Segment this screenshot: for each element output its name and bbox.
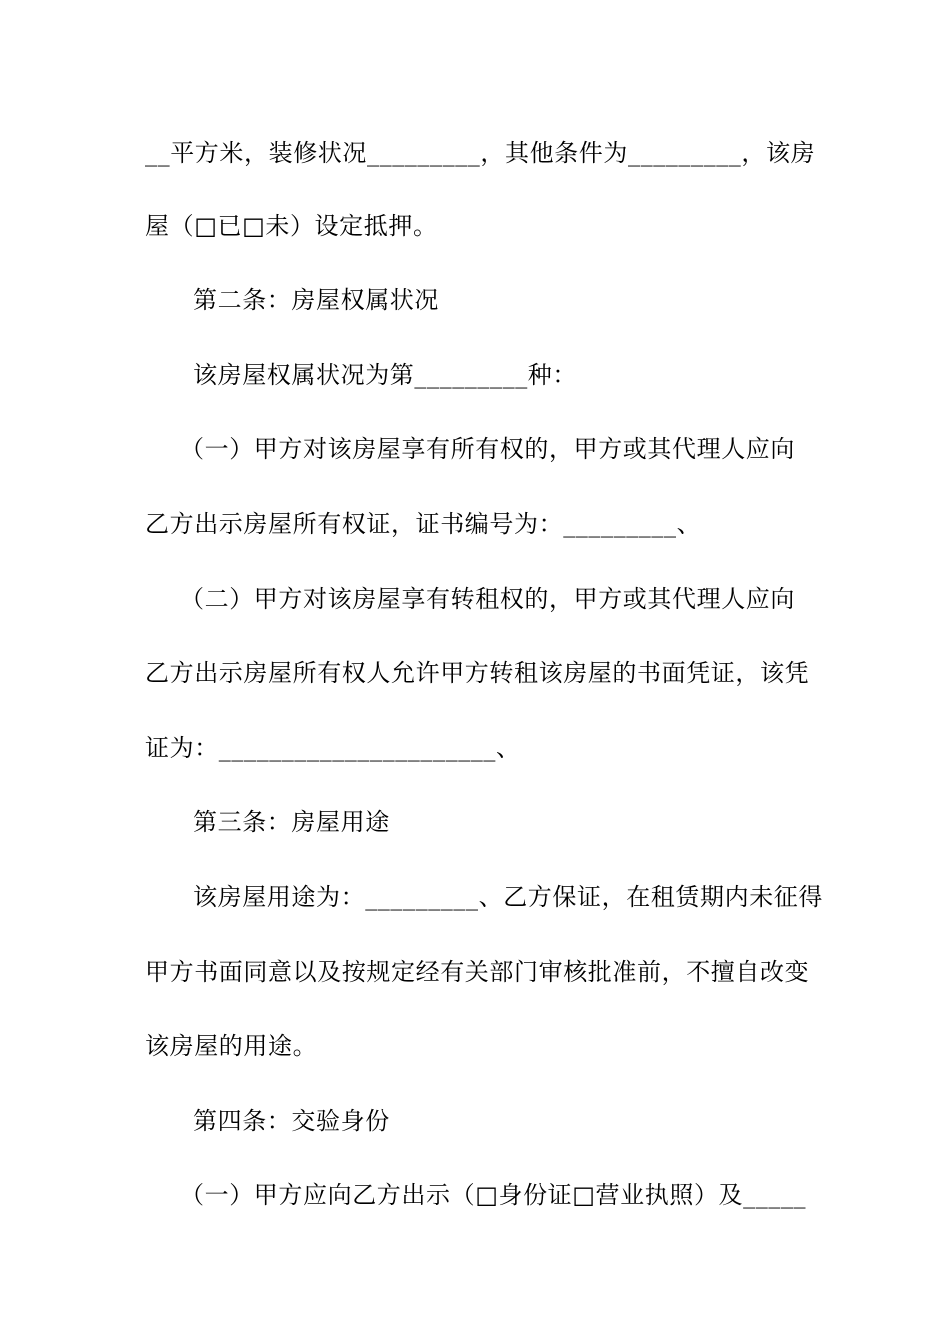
paragraph-line-2: 屋（□已□未）设定抵押。 — [145, 212, 438, 240]
paragraph-line-1: __平方米，装修状况_________，其他条件为_________，该房 — [145, 139, 816, 167]
paragraph-line-8: 乙方出示房屋所有权人允许甲方转租该房屋的书面凭证，该凭 — [145, 659, 810, 687]
paragraph-line-6: 乙方出示房屋所有权证，证书编号为：_________、 — [145, 510, 702, 538]
paragraph-line-13: 该房屋的用途。 — [145, 1032, 318, 1060]
paragraph-line-5: （一）甲方对该房屋享有所有权的，甲方或其代理人应向 — [180, 435, 795, 463]
paragraph-line-11: 该房屋用途为：_________、乙方保证，在租赁期内未征得 — [193, 883, 823, 911]
section-heading-article-4: 第四条：交验身份 — [193, 1107, 390, 1135]
paragraph-line-15: （一）甲方应向乙方出示（□身份证□营业执照）及_____ — [180, 1181, 807, 1209]
section-heading-article-3: 第三条：房屋用途 — [193, 808, 390, 836]
section-heading-article-2: 第二条：房屋权属状况 — [193, 286, 439, 314]
paragraph-line-4: 该房屋权属状况为第_________种： — [193, 361, 577, 389]
paragraph-line-12: 甲方书面同意以及按规定经有关部门审核批准前，不擅自改变 — [145, 958, 810, 986]
paragraph-line-7: （二）甲方对该房屋享有转租权的，甲方或其代理人应向 — [180, 585, 795, 613]
paragraph-line-9: 证为：______________________、 — [145, 734, 521, 762]
